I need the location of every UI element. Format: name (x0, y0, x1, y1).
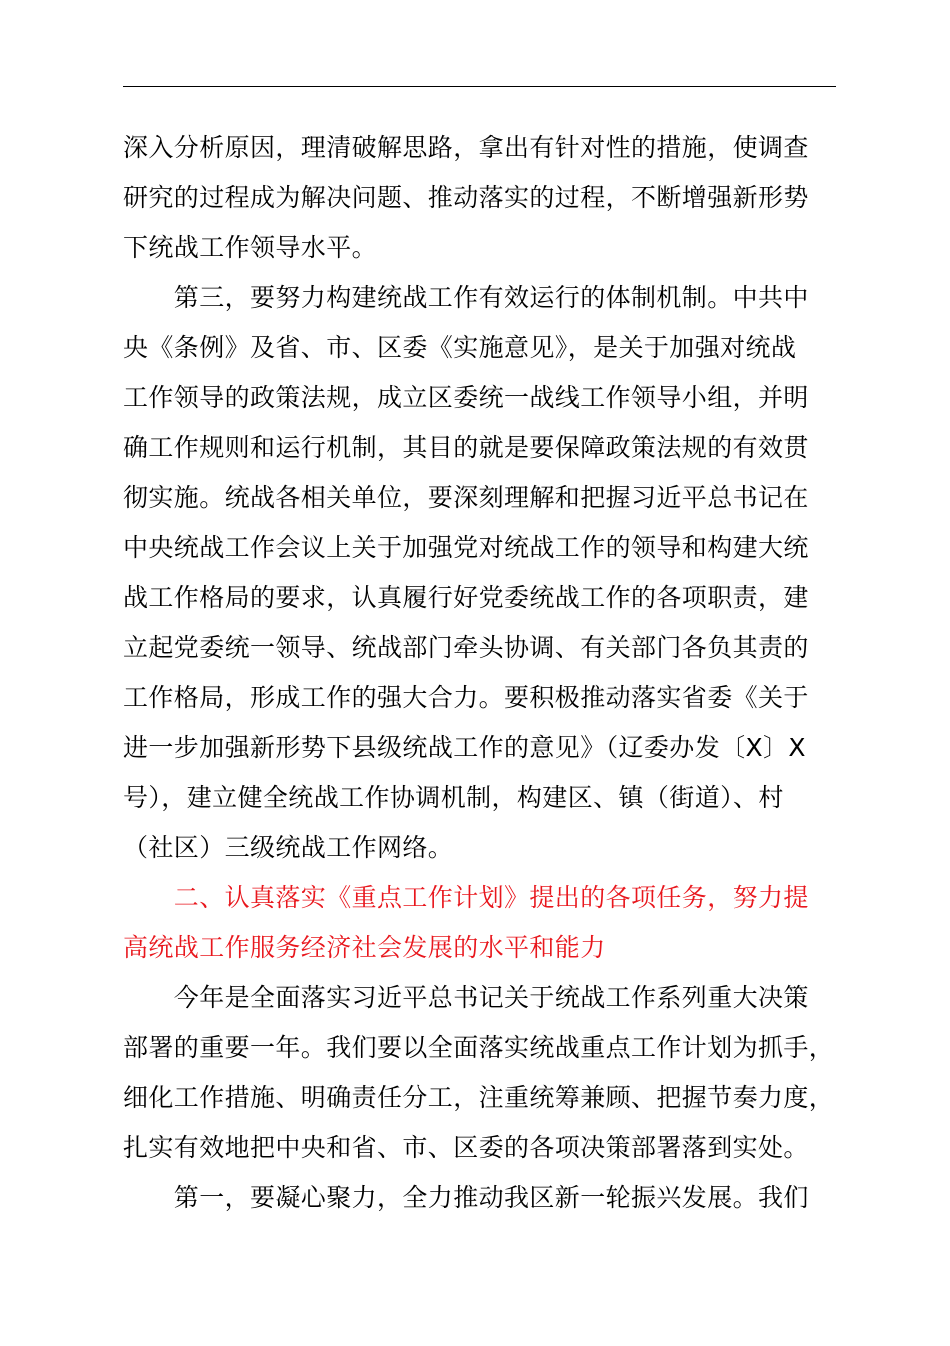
text-line: 第一，要凝心聚力，全力推动我区新一轮振兴发展。我们 (123, 1183, 809, 1212)
text-line: （社区）三级统战工作网络。 (123, 833, 454, 862)
text-line: 确工作规则和运行机制，其目的就是要保障政策法规的有效贯 (123, 433, 809, 462)
text-line: 战工作格局的要求，认真履行好党委统战工作的各项职责，建 (123, 583, 809, 612)
header-rule (123, 86, 836, 87)
text-line: 立起党委统一领导、统战部门牵头协调、有关部门各负其责的 (123, 633, 809, 662)
text-line: 号），建立健全统战工作协调机制，构建区、镇（街道）、村 (123, 783, 784, 812)
text-line: 扎实有效地把中央和省、市、区委的各项决策部署落到实处。 (123, 1133, 809, 1162)
section-heading-line: 高统战工作服务经济社会发展的水平和能力 (123, 933, 606, 962)
text-line: 工作格局，形成工作的强大合力。要积极推动落实省委《关于 (123, 683, 809, 712)
text-line: 彻实施。统战各相关单位，要深刻理解和把握习近平总书记在 (123, 483, 809, 512)
text-line: 研究的过程成为解决问题、推动落实的过程，不断增强新形势 (123, 183, 809, 212)
text-line: 今年是全面落实习近平总书记关于统战工作系列重大决策 (123, 983, 809, 1012)
text-line: 深入分析原因，理清破解思路，拿出有针对性的措施，使调查 (123, 133, 809, 162)
text-line: 中央统战工作会议上关于加强党对统战工作的领导和构建大统 (123, 533, 809, 562)
text-line: 第三，要努力构建统战工作有效运行的体制机制。中共中 (123, 283, 809, 312)
text-line: 进一步加强新形势下县级统战工作的意见》（辽委办发〔X〕X (123, 733, 806, 762)
text-line: 细化工作措施、明确责任分工，注重统筹兼顾、把握节奏力度， (123, 1083, 835, 1112)
text-line: 央《条例》及省、市、区委《实施意见》，是关于加强对统战 (123, 333, 797, 362)
text-line: 下统战工作领导水平。 (123, 233, 378, 262)
text-line: 工作领导的政策法规，成立区委统一战线工作领导小组，并明 (123, 383, 809, 412)
section-heading-line: 二、认真落实《重点工作计划》提出的各项任务，努力提 (123, 883, 809, 912)
text-line: 部署的重要一年。我们要以全面落实统战重点工作计划为抓手， (123, 1033, 835, 1062)
